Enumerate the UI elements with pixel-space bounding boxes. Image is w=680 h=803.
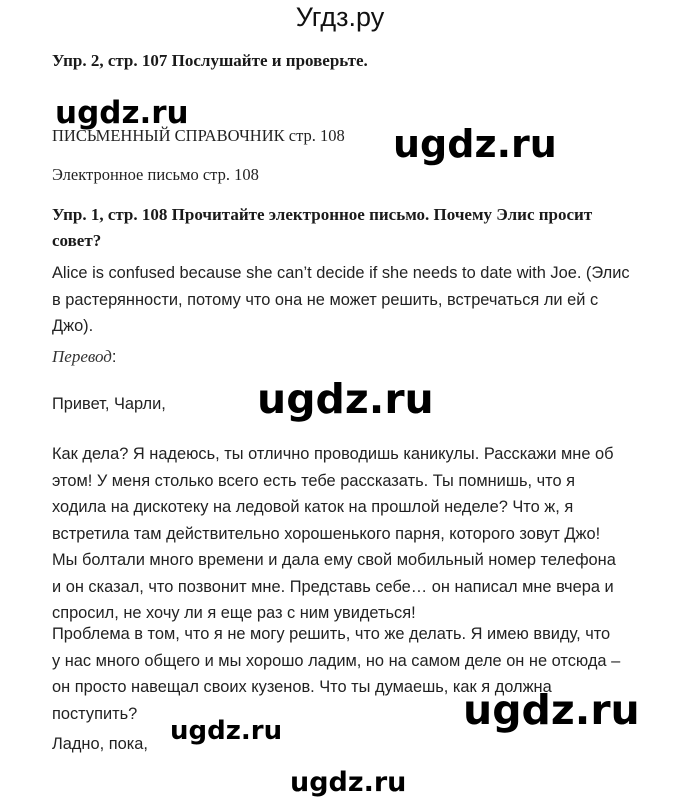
translation-label-text: Перевод <box>52 347 112 366</box>
translation-label-colon: : <box>111 348 117 366</box>
answer-text: Alice is confused because she can’t decide if she needs to date with Joe. (Элис в растерянности, потому что она не может решить, встречаться ли ей с Джо). <box>52 264 630 335</box>
letter-paragraph-2: Проблема в том, что я не могу решить, что же делать. Я имею ввиду, что у нас много общего и мы хорошо ладим, но на самом деле он не отсюда – он просто навещал своих кузенов. Что ты думаешь, как я должна поступить? <box>52 625 621 723</box>
translation-label <box>52 344 116 371</box>
reference-title: ПИСЬМЕННЫЙ СПРАВОЧНИК стр. 108 <box>52 126 345 145</box>
exercise-1-heading: Упр. 1, стр. 108 Прочитайте электронное письмо. Почему Элис просит совет? <box>52 205 593 250</box>
watermark-3: ugdz.ru <box>257 375 434 423</box>
exercise-2-heading: Упр. 2, стр. 107 Послушайте и проверьте. <box>52 51 368 70</box>
watermark-4: ugdz.ru <box>170 716 283 746</box>
watermark-1: ugdz.ru <box>55 95 189 131</box>
email-subtitle: Электронное письмо стр. 108 <box>52 165 259 184</box>
letter-closing: Ладно, пока, <box>52 735 148 753</box>
watermark-5: ugdz.ru <box>463 686 640 734</box>
letter-paragraph-1: Как дела? Я надеюсь, ты отлично проводишь каникулы. Расскажи мне об этом! У меня столько всего есть тебе рассказать. Ты помнишь, что я ходила на дискотеку на ледовой каток на прошлой неделе? Что ж, я встретила там действительно хорошенького парня, которого зовут Джо! Мы болтали много времени и дала ему свой мобильный номер телефона и он сказал, что позвонит мне. Представь себе… он написал мне вчера и спросил, не хочу ли я еще раз с ним увидеться! <box>52 445 616 622</box>
letter-greeting: Привет, Чарли, <box>52 395 166 413</box>
watermark-2: ugdz.ru <box>393 122 557 166</box>
watermark-6: ugdz.ru <box>290 767 407 798</box>
site-title: Угдз.ру <box>295 2 385 32</box>
